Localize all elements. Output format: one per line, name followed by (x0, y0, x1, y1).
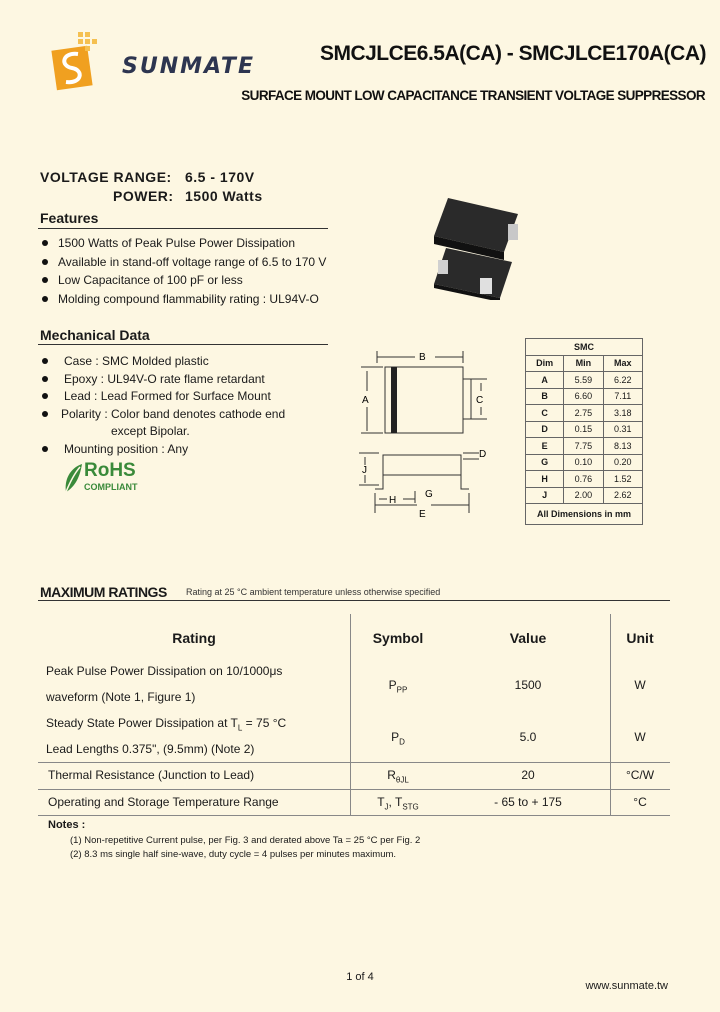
rohs-title: RoHS (84, 460, 136, 481)
table-row: Thermal Resistance (Junction to Lead) $R_{\theta JL}$ 20 °C/W (38, 763, 670, 790)
bullet-icon (42, 393, 48, 399)
mech-item: Lead : Lead Formed for Surface Mount (42, 389, 342, 407)
table-row: G 0.10 0.20 (526, 454, 643, 471)
voltage-value: 6.5 - 170V (185, 169, 255, 185)
features-heading: Features (40, 210, 99, 226)
mech-item: Mounting position : Any (42, 442, 342, 460)
rohs-badge (62, 460, 162, 496)
table-row: Steady State Power Dissipation at $T_L = 75$ °C Lead Lengths 0.375", (9.5mm) (Note 2) $P_D$ 5.0 W (38, 710, 670, 763)
rohs-subtitle: COMPLIANT (84, 482, 138, 492)
max-ratings-note: Rating at 25 °C ambient temperature unless otherwise specified (186, 587, 441, 597)
mechanical-heading: Mechanical Data (40, 327, 150, 343)
power-value: 1500 Watts (185, 188, 263, 204)
table-row: B 6.60 7.11 (526, 388, 643, 405)
table-row: All Dimensions in mm (526, 504, 643, 525)
notes-heading: Notes : (48, 819, 86, 831)
dim-label-a: A (362, 395, 369, 406)
dim-label-j: J (362, 465, 367, 476)
page-subtitle: SURFACE MOUNT LOW CAPACITANCE TRANSIENT VOLTAGE SUPPRESSOR (241, 88, 705, 103)
table-row: C 2.75 3.18 (526, 405, 643, 422)
bullet-icon (42, 240, 48, 246)
dim-label-c: C (476, 395, 484, 406)
dim-label-d: D (479, 449, 487, 460)
table-row: Operating and Storage Temperature Range $T_J$, $T_{STG}$ - 65 to + 175 °C (38, 789, 670, 816)
mech-item: Case : SMC Molded plastic (42, 354, 342, 372)
mech-item-continued: except Bipolar. (111, 424, 190, 438)
max-ratings-table (38, 614, 670, 816)
mechanical-rule (38, 344, 328, 345)
dimension-table (525, 338, 643, 525)
dim-label-e: E (419, 509, 426, 520)
dim-label-h: H (389, 495, 397, 506)
power-label: POWER: (113, 188, 174, 204)
table-row: SMC (526, 339, 643, 356)
voltage-label: VOLTAGE RANGE: (40, 169, 172, 185)
bullet-icon (42, 446, 48, 452)
logo-mark-icon (48, 28, 108, 94)
table-row: E 7.75 8.13 (526, 438, 643, 455)
bullet-icon (42, 411, 48, 417)
col-header-unit: Unit (626, 630, 654, 646)
leaf-icon (62, 462, 84, 494)
feature-item: Available in stand-off voltage range of 6.5 to 170 V (42, 255, 342, 274)
table-row: J 2.00 2.62 (526, 487, 643, 504)
bullet-icon (42, 259, 48, 265)
feature-item: Molding compound flammability rating : UL94V-O (42, 292, 342, 311)
page-number: 1 of 4 (346, 971, 374, 983)
max-ratings-heading: MAXIMUM RATINGS (40, 584, 167, 600)
page-title: SMCJLCE6.5A(CA) - SMCJLCE170A(CA) (319, 42, 706, 65)
dim-label-g: G (425, 489, 433, 500)
bullet-icon (42, 296, 48, 302)
col-header-symbol: Symbol (372, 630, 424, 646)
package-outline-diagram (355, 345, 505, 520)
table-row: Peak Pulse Power Dissipation on 10/1000μs waveform (Note 1, Figure 1) $P_{PP}$ 1500 W (46, 664, 646, 704)
col-header-rating: Rating (172, 630, 216, 646)
mech-item: Polarity : Color band denotes cathode end (42, 407, 342, 425)
table-row: H 0.76 1.52 (526, 471, 643, 488)
features-rule (38, 228, 328, 229)
table-row: D 0.15 0.31 (526, 421, 643, 438)
bullet-icon (42, 277, 48, 283)
max-ratings-rule (38, 600, 670, 601)
col-header-value: Value (509, 630, 547, 646)
feature-item: Low Capacitance of 100 pF or less (42, 273, 342, 292)
table-row: Dim Min Max (526, 355, 643, 372)
table-row: A 5.59 6.22 (526, 372, 643, 389)
feature-item: 1500 Watts of Peak Pulse Power Dissipation (42, 236, 342, 255)
bullet-icon (42, 376, 48, 382)
note-item: (1) Non-repetitive Current pulse, per Fig. 3 and derated above Ta = 25 °C per Fig. 2 (70, 835, 421, 846)
mech-item: Epoxy : UL94V-O rate flame retardant (42, 372, 342, 390)
logo-text: SUNMATE (122, 54, 255, 79)
website-url: www.sunmate.tw (585, 980, 668, 992)
package-photo (420, 190, 540, 300)
bullet-icon (42, 358, 48, 364)
features-list (42, 236, 342, 310)
mechanical-list (42, 354, 342, 459)
dim-label-b: B (419, 352, 426, 363)
note-item: (2) 8.3 ms single half sine-wave, duty cycle = 4 pulses per minutes maximum. (70, 849, 397, 860)
